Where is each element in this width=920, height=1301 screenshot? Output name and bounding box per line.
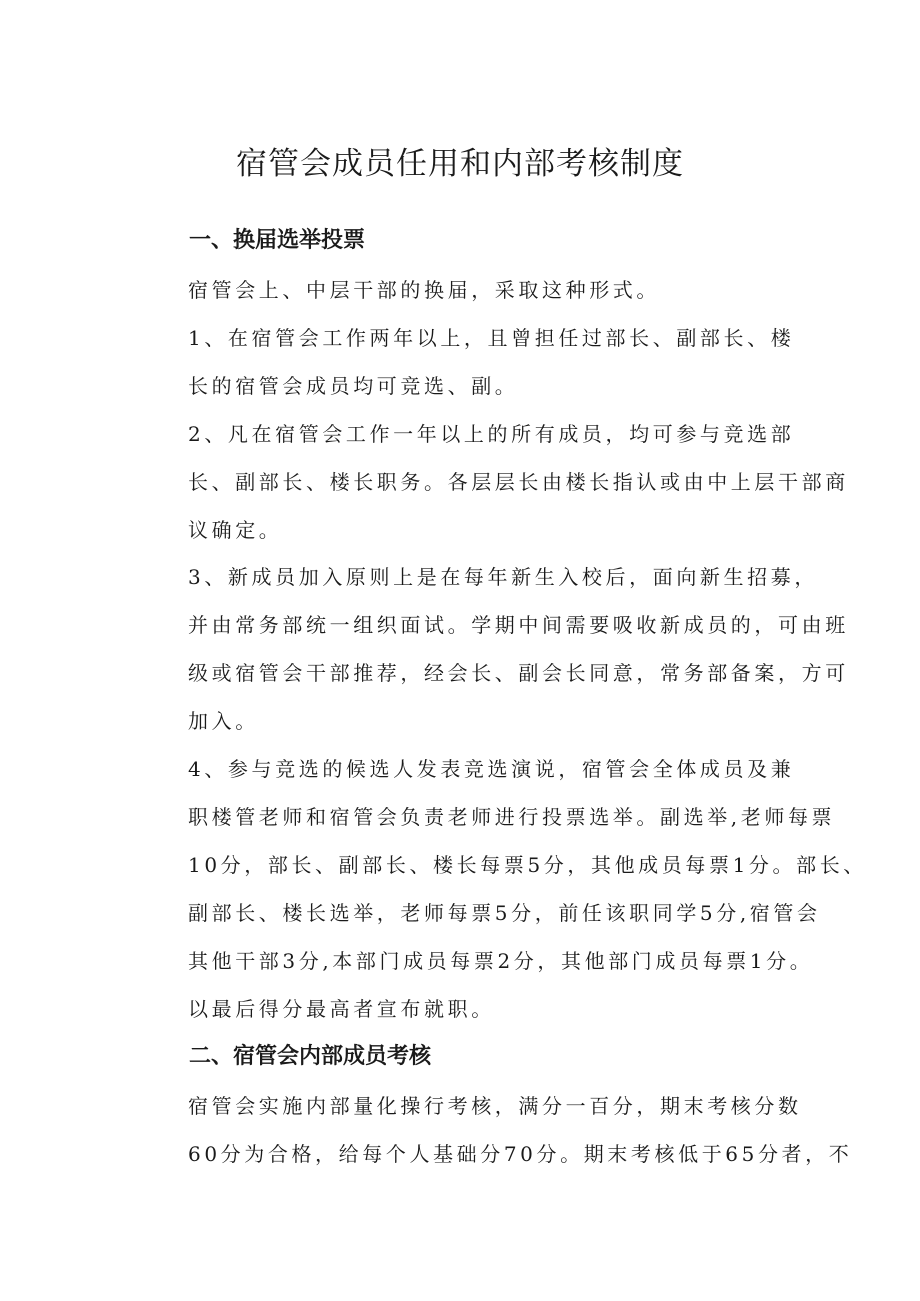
paragraph-line: 4、参与竞选的候选人发表竞选演说，宿管会全体成员及兼	[188, 757, 795, 781]
paragraph-line: 副部长、楼长选举，老师每票5分，前任该职同学5分,宿管会	[188, 901, 821, 925]
paragraph-line: 长的宿管会成员均可竞选、副。	[188, 374, 519, 398]
paragraph-line: 议确定。	[188, 518, 283, 542]
paragraph-rule-3	[139, 553, 849, 745]
paragraph-line: 以最后得分最高者宣布就职。	[188, 997, 495, 1021]
paragraph-rule-1	[139, 314, 795, 410]
paragraph-line: 1、在宿管会工作两年以上，且曾担任过部长、副部长、楼	[188, 326, 795, 350]
paragraph-line: 60分为合格，给每个人基础分70分。期末考核低于65分者，不	[188, 1142, 853, 1166]
paragraph-line: 10分，部长、副部长、楼长每票5分，其他成员每票1分。部长、	[188, 853, 867, 877]
paragraph-line: 宿管会实施内部量化操行考核，满分一百分，期末考核分数	[188, 1094, 802, 1118]
paragraph-intro	[139, 266, 789, 314]
paragraph-line: 并由常务部统一组织面试。学期中间需要吸收新成员的，可由班	[188, 613, 849, 637]
paragraph-line: 加入。	[188, 709, 259, 733]
paragraph-line: 宿管会上、中层干部的换届，采取这种形式。	[188, 278, 660, 302]
paragraph-rule-4	[139, 745, 867, 1033]
paragraph-line: 3、新成员加入原则上是在每年新生入校后，面向新生招募，	[188, 565, 818, 589]
section-heading-election: 一、换届选举投票	[189, 228, 366, 253]
section-heading-assessment: 二、宿管会内部成员考核	[189, 1044, 432, 1069]
document-title: 宿管会成员任用和内部考核制度	[236, 146, 684, 182]
paragraph-line: 长、副部长、楼长职务。各层层长由楼长指认或由中上层干部商	[188, 470, 849, 494]
paragraph-line: 级或宿管会干部推荐，经会长、副会长同意，常务部备案，方可	[188, 661, 849, 685]
paragraph-line: 2、凡在宿管会工作一年以上的所有成员，均可参与竞选部	[188, 422, 795, 446]
paragraph-assessment	[139, 1082, 853, 1178]
paragraph-line: 其他干部3分,本部门成员每票2分，其他部门成员每票1分。	[188, 949, 814, 973]
paragraph-line: 职楼管老师和宿管会负责老师进行投票选举。副选举,老师每票	[188, 805, 836, 829]
paragraph-rule-2	[139, 410, 849, 554]
